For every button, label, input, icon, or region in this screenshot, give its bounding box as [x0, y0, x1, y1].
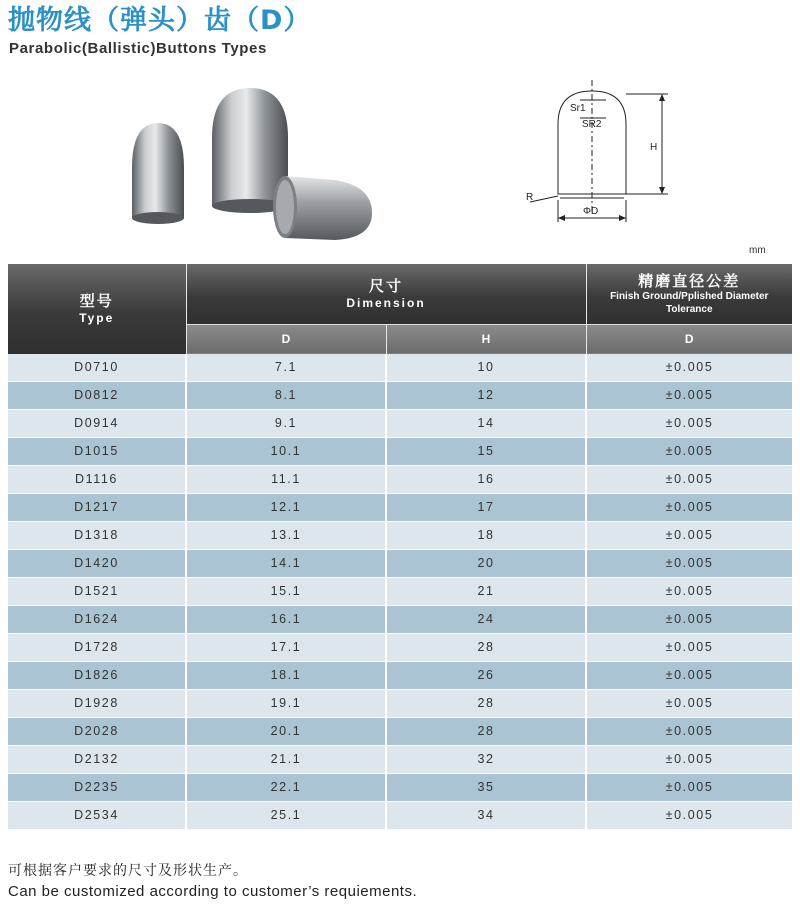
cell-type: D1728: [8, 633, 186, 661]
table-row: [8, 549, 792, 577]
cell-d: 11.1: [186, 465, 386, 493]
footer-note-en: Can be customized according to customer’s requiements.: [8, 883, 418, 900]
cell-h: 34: [386, 801, 586, 829]
cell-h: 10: [386, 354, 586, 382]
cell-d: 18.1: [186, 661, 386, 689]
cell-type: D2534: [8, 801, 186, 829]
page-title-cn: 抛物线（弹头）齿（D）: [8, 5, 312, 36]
header-tolerance-en: Finish Ground/Pplished Diameter Tolerance: [610, 290, 769, 315]
product-photo: [110, 68, 410, 258]
cell-d: 25.1: [186, 801, 386, 829]
page-title-en: Parabolic(Ballistic)Buttons Types: [9, 40, 267, 57]
cell-tol: ±0.005: [586, 549, 792, 577]
button-small: [132, 123, 184, 224]
cell-type: D1826: [8, 661, 186, 689]
cell-type: D0710: [8, 354, 186, 382]
cell-tol: ±0.005: [586, 465, 792, 493]
cell-h: 17: [386, 493, 586, 521]
cell-type: D1116: [8, 465, 186, 493]
cell-h: 26: [386, 661, 586, 689]
cell-type: D2028: [8, 717, 186, 745]
table-row: [8, 521, 792, 549]
cell-h: 35: [386, 773, 586, 801]
cell-h: 14: [386, 409, 586, 437]
diagram-label-h: H: [650, 142, 658, 153]
header-dimension: [186, 264, 586, 324]
spec-table-body: [8, 354, 792, 830]
cell-d: 19.1: [186, 689, 386, 717]
cell-d: 17.1: [186, 633, 386, 661]
cell-h: 20: [386, 549, 586, 577]
cell-h: 15: [386, 437, 586, 465]
cell-h: 12: [386, 381, 586, 409]
cell-h: 18: [386, 521, 586, 549]
table-row: [8, 381, 792, 409]
cell-type: D1521: [8, 577, 186, 605]
cell-d: 13.1: [186, 521, 386, 549]
cell-tol: ±0.005: [586, 437, 792, 465]
cell-type: D1928: [8, 689, 186, 717]
cell-d: 7.1: [186, 354, 386, 382]
table-row: [8, 437, 792, 465]
cell-tol: ±0.005: [586, 577, 792, 605]
header-dimension-cn: 尺寸: [368, 276, 403, 295]
cell-d: 16.1: [186, 605, 386, 633]
header-type-cn: 型号: [79, 291, 114, 310]
cell-d: 14.1: [186, 549, 386, 577]
diagram-label-sr2: SR2: [582, 119, 602, 130]
cell-h: 16: [386, 465, 586, 493]
subheader-tolerance-d: D: [586, 324, 792, 354]
cell-type: D2132: [8, 745, 186, 773]
cell-tol: ±0.005: [586, 354, 792, 382]
cell-type: D1318: [8, 521, 186, 549]
table-row: [8, 633, 792, 661]
cell-tol: ±0.005: [586, 381, 792, 409]
table-row: [8, 745, 792, 773]
cell-h: 21: [386, 577, 586, 605]
cell-tol: ±0.005: [586, 745, 792, 773]
diagram-label-r: R: [526, 192, 534, 203]
footer-note-cn: 可根据客户要求的尺寸及形状生产。: [8, 863, 248, 879]
cell-type: D1420: [8, 549, 186, 577]
table-row: [8, 773, 792, 801]
cell-d: 8.1: [186, 381, 386, 409]
table-row: [8, 409, 792, 437]
table-row: [8, 493, 792, 521]
cell-type: D0914: [8, 409, 186, 437]
header-tolerance-cn: 精磨直径公差: [638, 271, 741, 290]
cell-d: 22.1: [186, 773, 386, 801]
table-row: [8, 689, 792, 717]
table-row: [8, 717, 792, 745]
subheader-d: D: [186, 324, 386, 354]
diagram-label-sr1: Sr1: [570, 103, 586, 114]
cell-type: D1624: [8, 605, 186, 633]
table-row: [8, 801, 792, 829]
cell-type: D1015: [8, 437, 186, 465]
cell-tol: ±0.005: [586, 661, 792, 689]
cell-h: 32: [386, 745, 586, 773]
cell-type: D1217: [8, 493, 186, 521]
cell-d: 20.1: [186, 717, 386, 745]
header-dimension-en: Dimension: [346, 295, 426, 310]
cell-tol: ±0.005: [586, 605, 792, 633]
cell-type: D0812: [8, 381, 186, 409]
cell-h: 28: [386, 633, 586, 661]
table-row: [8, 465, 792, 493]
cell-d: 10.1: [186, 437, 386, 465]
cell-d: 9.1: [186, 409, 386, 437]
table-row: [8, 661, 792, 689]
cell-tol: ±0.005: [586, 409, 792, 437]
technical-diagram: [510, 76, 690, 236]
cell-d: 15.1: [186, 577, 386, 605]
cell-tol: ±0.005: [586, 521, 792, 549]
table-row: [8, 577, 792, 605]
cell-d: 21.1: [186, 745, 386, 773]
cell-tol: ±0.005: [586, 773, 792, 801]
cell-type: D2235: [8, 773, 186, 801]
cell-h: 28: [386, 717, 586, 745]
diagram-label-d: ΦD: [583, 206, 599, 217]
cell-h: 24: [386, 605, 586, 633]
spec-table: [8, 264, 792, 830]
header-type-en: Type: [79, 310, 115, 325]
cell-d: 12.1: [186, 493, 386, 521]
cell-tol: ±0.005: [586, 717, 792, 745]
cell-h: 28: [386, 689, 586, 717]
header-type: [8, 264, 186, 354]
header-tolerance: [586, 264, 792, 324]
table-row: [8, 605, 792, 633]
cell-tol: ±0.005: [586, 689, 792, 717]
cell-tol: ±0.005: [586, 493, 792, 521]
table-row: [8, 354, 792, 382]
cell-tol: ±0.005: [586, 633, 792, 661]
subheader-h: H: [386, 324, 586, 354]
cell-tol: ±0.005: [586, 801, 792, 829]
unit-label: mm: [749, 245, 766, 256]
button-lying: [273, 176, 372, 240]
